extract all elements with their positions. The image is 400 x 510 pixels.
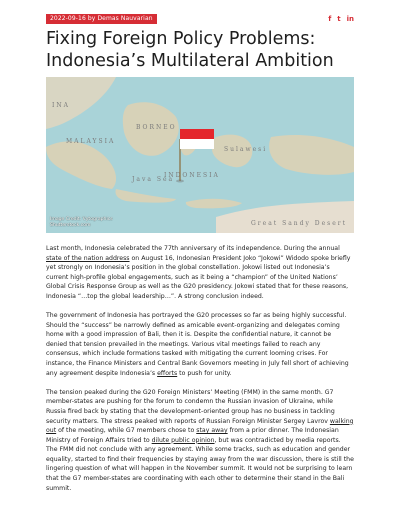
article-title-line-2: Indonesia’s Multilateral Ambition bbox=[46, 51, 334, 71]
link-state-of-the-nation-address[interactable]: state of the nation address bbox=[46, 254, 130, 262]
paragraph-3 bbox=[46, 388, 354, 494]
indonesia-map-illustration bbox=[46, 77, 354, 233]
article-title-line-1: Fixing Foreign Policy Problems: bbox=[46, 29, 316, 49]
map-label-sulawesi: Sulawesi bbox=[224, 146, 268, 153]
paragraph-1 bbox=[46, 244, 354, 302]
paragraph-3-text-d: , but was contradicted by media reports. The FMM did not conclude with any agreement. While some tracks, such as education and gender equality, started to find their frequencies by staying away from the war discussion, there is still the lingering question of what will happen in the November summit. It would not be surprising to learn that the G7 member-states are coordinating with each other to determine their stand in the Bali summit. bbox=[46, 436, 354, 492]
map-label-indonesia: INDONESIA bbox=[164, 172, 220, 179]
paragraph-2 bbox=[46, 311, 354, 378]
image-credit-line-2: Shutterstock.com bbox=[50, 223, 91, 228]
link-dilute-public-opinion[interactable]: dilute public opinion bbox=[151, 436, 215, 444]
paragraph-1-text-a: Last month, Indonesia celebrated the 77th anniversary of its independence. During the annual bbox=[46, 245, 340, 252]
article-meta-bar bbox=[46, 14, 354, 26]
map-label-great-sandy-desert: Great Sandy Desert bbox=[251, 220, 348, 227]
link-stay-away[interactable]: stay away bbox=[196, 427, 228, 435]
paragraph-1-text-b: on August 16, Indonesian President Joko “Jokowi” Widodo spoke briefly yet strongly on Indonesia’s position in the global constellation. Jokowi listed out Indonesia’s current high-profile global engagements, such as it being a “champion” of the United Nations’ Global Crisis Response Group as well as the G20 presidency. Jokowi stated that for these reasons, Indonesia “…top the global leadership…”. A strong conclusion indeed. bbox=[46, 254, 351, 300]
article-title bbox=[46, 28, 366, 72]
paragraph-3-text-b: of the meeting, while G7 members chose to bbox=[56, 427, 197, 435]
share-icons bbox=[328, 13, 354, 25]
paragraph-2-text-a: The government of Indonesia has portrayed the G20 processes so far as being highly successful. Should the “success” be narrowly defined as amicable event-organizing and delegates coming home with a good impression of Bali, then it is. Despite the confidential nature, it cannot be denied that tension prevailed in the meetings. Various vital meetings failed to reach any consensus, which include formations tasked with mitigating the current looming crises. For instance, the Finance Ministers and Central Bank Governors meeting in July fell short of achieving any agreement despite Indonesia’s bbox=[46, 312, 349, 377]
map-label-malaysia: MALAYSIA bbox=[66, 138, 116, 145]
image-credit-line-1: Image Credit: Vytographics bbox=[50, 217, 113, 222]
paragraph-3-text-a: The tension peaked during the G20 Foreign Ministers’ Meeting (FMM) in the same month. G7 member-states are pushing for the forum to condemn the Russian invasion of Ukraine, while Russia fired back by stating that the development-oriented group has no business in tackling security matters. The stress peaked with reports of Russian Foreign Minister Sergey Lavrov bbox=[46, 388, 335, 425]
image-credit bbox=[50, 217, 113, 229]
date-author-badge[interactable]: 2022-09-16 by Demas Nauvarian bbox=[46, 14, 157, 24]
facebook-icon[interactable]: f bbox=[328, 15, 332, 23]
hero-image bbox=[46, 77, 354, 233]
article-body bbox=[46, 244, 354, 503]
linkedin-icon[interactable]: in bbox=[346, 15, 354, 23]
link-walking-out[interactable]: walking out bbox=[46, 417, 354, 435]
twitter-icon[interactable]: t bbox=[337, 15, 341, 23]
paragraph-2-text-b: to push for unity. bbox=[177, 369, 232, 377]
map-label-borneo: BORNEO bbox=[136, 124, 177, 131]
map-label-ina: INA bbox=[52, 102, 70, 109]
map-label-java-sea: Java Sea bbox=[132, 176, 175, 183]
link-efforts[interactable]: efforts bbox=[157, 369, 178, 377]
paragraph-3-text-c: from a prior dinner. The Indonesian Ministry of Foreign Affairs tried to bbox=[46, 427, 339, 444]
